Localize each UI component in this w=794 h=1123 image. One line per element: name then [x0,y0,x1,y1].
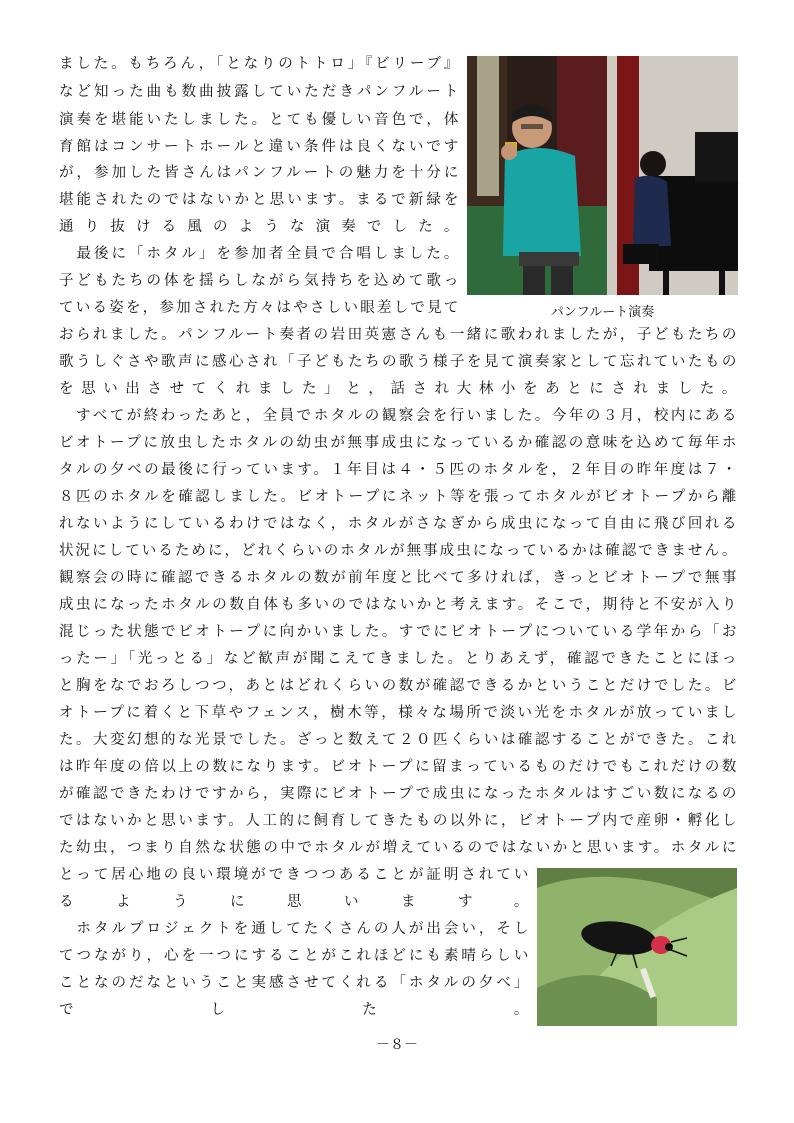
text-line: た。大変幻想的な光景でした。ざっと数えて２０匹くらいは確認することができた。これ [59,732,737,748]
text-line: 歌うしぐさや歌声に感心され「子どもたちの歌う様子を見て演奏家として忘れていたもの [59,354,737,370]
text-line: オトープに着くと下草やフェンス，樹木等，様々な場所で淡い光をホタルが放っていまし [59,705,737,721]
text-line: 堪能されたのではないかと思います。まるで新緑を [59,192,459,208]
pan-flute-performance-photo [467,56,738,295]
text-line: は昨年度の倍以上の数になります。ビオトープに留まっているものだけでもこれだけの数 [59,759,737,775]
text-line: ている姿を，参加された方々はやさしい眼差しで見て [59,300,459,316]
text-line: ったー」「光っとる」など歓声が聞こえてきました。とりあえず，確認できたことにほっ [59,651,737,667]
text-line: 成虫になったホタルの数自体も多いのではないかと考えます。そこで，期待と不安が入り [59,597,737,613]
text-line: ホタルプロジェクトを通してたくさんの人が出会い，そし [59,921,529,937]
text-line: と胸をなでおろしつつ，あとはどれくらいの数が確認できるかということだけでした。ビ [59,678,737,694]
text-line: が，参加した皆さんはパンフルートの魅力を十分に [59,165,459,181]
text-line: ことなのだなということ実感させてくれる「ホタルの夕べ」 [59,975,529,991]
text-line: おられました。パンフルート奏者の岩田英憲さんも一緒に歌われましたが，子どもたちの [59,327,737,343]
text-line: 混じった状態でビオトープに向かいました。すでにビオトープについている学年から「お [59,624,737,640]
text-line: でした。 [59,1002,529,1018]
text-line: ビオトープに放虫したホタルの幼虫が無事成虫になっているか確認の意味を込めて毎年ホ [59,435,737,451]
text-line: ました。もちろん，「となりのトトロ」『ビリーブ』 [59,56,459,72]
text-line: 演奏を堪能いたしました。とても優しい音色で，体 [59,112,459,128]
text-line: など知った曲も数曲披露していただきパンフルート [59,84,459,100]
text-line: た幼虫，つまり自然な状態の中でホタルが増えているのではないかと思います。ホタルに [59,840,737,856]
text-line: るように思います。 [59,894,529,910]
text-line: を思い出させてくれました」と，話され大林小をあとにされました。 [59,381,737,397]
page-number: －８－ [376,1037,418,1053]
text-line: 育館はコンサートホールと違い条件は良くないです [59,139,459,155]
photo-caption: パンフルート演奏 [550,305,655,320]
text-line: ではないかと思います。人工的に飼育してきたもの以外に，ビオトープ内で産卵・孵化し [59,813,737,829]
text-line: 状況にしているために，どれくらいのホタルが無事成虫になっているかは確認できません。 [59,543,737,559]
text-line: れないようにしているわけではなく，ホタルがさなぎから成虫になって自由に飛び回れる [59,516,737,532]
text-line: ８匹のホタルを確認しました。ビオトープにネット等を張ってホタルがビオトープから離 [59,489,737,505]
text-line: てつながり，心を一つにすることがこれほどにも素晴らしい [59,948,529,964]
text-line: 観察会の時に確認できるホタルの数が前年度と比べて多ければ，きっとビオトープで無事 [59,570,737,586]
firefly-photo [537,868,737,1026]
text-line: すべてが終わったあと，全員でホタルの観察会を行いました。今年の３月，校内にある [59,408,737,424]
text-line: が確認できたわけですから，実際にビオトープで成虫になったホタルはすごい数になるの [59,786,737,802]
text-line: タルの夕べの最後に行っています。１年目は４・５匹のホタルを，２年目の昨年度は７・ [59,462,737,478]
text-line: 通り抜ける風のような演奏でした。 [59,219,459,235]
text-line: とって居心地の良い環境ができつつあることが証明されてい [59,867,529,883]
text-line: 子どもたちの体を揺らしながら気持ちを込めて歌っ [59,273,459,289]
text-line: 最後に「ホタル」を参加者全員で合唱しました。 [59,246,459,262]
